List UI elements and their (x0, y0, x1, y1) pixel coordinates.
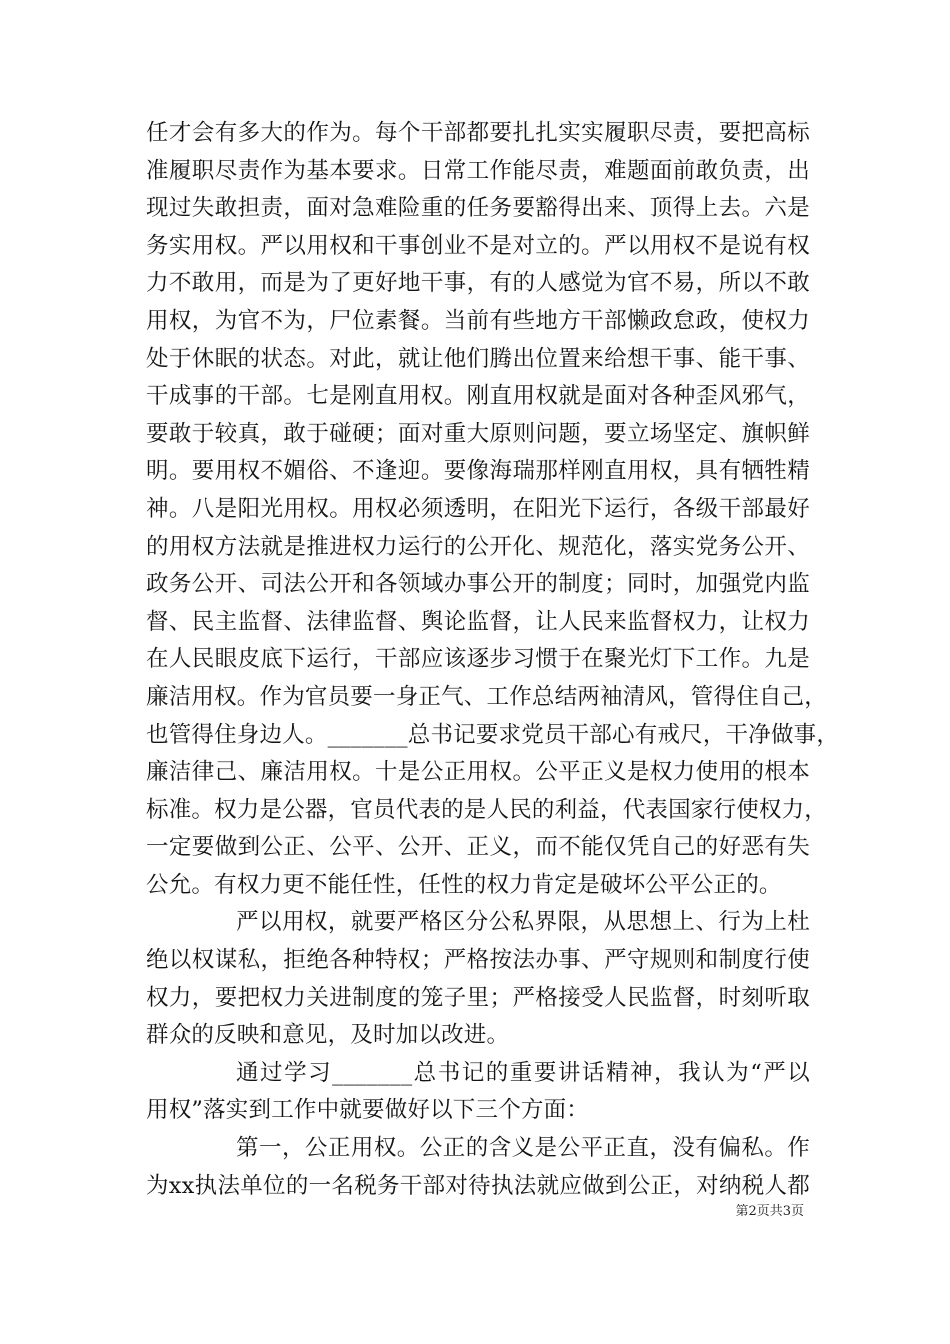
text-line: 要敢于较真，敢于碰硬；面对重大原则问题，要立场坚定、旗帜鲜 (146, 420, 810, 447)
page-number: 第2页共3页 (735, 1204, 804, 1219)
text-line: 力不敢用，而是为了更好地干事，有的人感觉为官不易，所以不敢 (146, 270, 810, 297)
text-line: 政务公开、司法公开和各领域办事公开的制度；同时，加强党内监 (146, 571, 810, 598)
text-line: 在人民眼皮底下运行，干部应该逐步习惯于在聚光灯下工作。九是 (146, 646, 810, 673)
text-line: 权力，要把权力关进制度的笼子里；严格接受人民监督，时刻听取 (146, 984, 810, 1011)
text-line: 任才会有多大的作为。每个干部都要扎扎实实履职尽责，要把高标 (146, 120, 810, 146)
text-line: 神。八是阳光用权。用权必须透明，在阳光下运行，各级干部最好 (146, 495, 810, 522)
text-line: 用权，为官不为，尸位素餐。当前有些地方干部懒政怠政，使权力 (146, 307, 810, 334)
text-line: 明。要用权不媚俗、不逢迎。要像海瑞那样刚直用权，具有牺牲精 (146, 458, 810, 485)
text-line: 用权”落实到工作中就要做好以下三个方面： (146, 1097, 590, 1124)
paragraph-start-line: 第一，公正用权。公正的含义是公平正直，没有偏私。作 (236, 1135, 810, 1162)
text-line: 现过失敢担责，面对急难险重的任务要豁得出来、顶得上去。六是 (146, 195, 810, 222)
text-line: 的用权方法就是推进权力运行的公开化、规范化，落实党务公开、 (146, 533, 810, 560)
text-line: 准履职尽责作为基本要求。日常工作能尽责，难题面前敢负责，出 (146, 157, 810, 184)
body-text (146, 115, 840, 1205)
text-line: 务实用权。严以用权和干事创业不是对立的。严以用权不是说有权 (146, 232, 810, 259)
text-line: 也管得住身边人。_______总书记要求党员干部心有戒尺，干净做事， (146, 721, 840, 748)
text-line: 廉洁用权。作为官员要一身正气、工作总结两袖清风，管得住自己， (146, 683, 828, 710)
text-line: 公允。有权力更不能任性，任性的权力肯定是破坏公平公正的。 (146, 871, 782, 898)
text-line: 处于休眠的状态。对此，就让他们腾出位置来给想干事、能干事、 (146, 345, 810, 372)
text-line: 标准。权力是公器，官员代表的是人民的利益，代表国家行使权力， (146, 796, 828, 823)
text-line: 廉洁律己、廉洁用权。十是公正用权。公平正义是权力使用的根本 (146, 759, 810, 786)
text-line: 督、民主监督、法律监督、舆论监督，让人民来监督权力，让权力 (146, 608, 810, 635)
text-line: 为xx执法单位的一名税务干部对待执法就应做到公正，对纳税人都 (146, 1172, 810, 1199)
text-line: 干成事的干部。七是刚直用权。刚直用权就是面对各种歪风邪气， (146, 383, 810, 410)
text-line: 一定要做到公正、公平、公开、正义，而不能仅凭自己的好恶有失 (146, 834, 810, 861)
text-line: 群众的反映和意见，及时加以改进。 (146, 1022, 510, 1049)
text-line: 绝以权谋私，拒绝各种特权；严格按法办事、严守规则和制度行使 (146, 947, 810, 974)
paragraph-start-line: 通过学习_______总书记的重要讲话精神，我认为“严以 (236, 1059, 810, 1086)
paragraph-start-line: 严以用权，就要严格区分公私界限，从思想上、行为上杜 (236, 909, 810, 936)
